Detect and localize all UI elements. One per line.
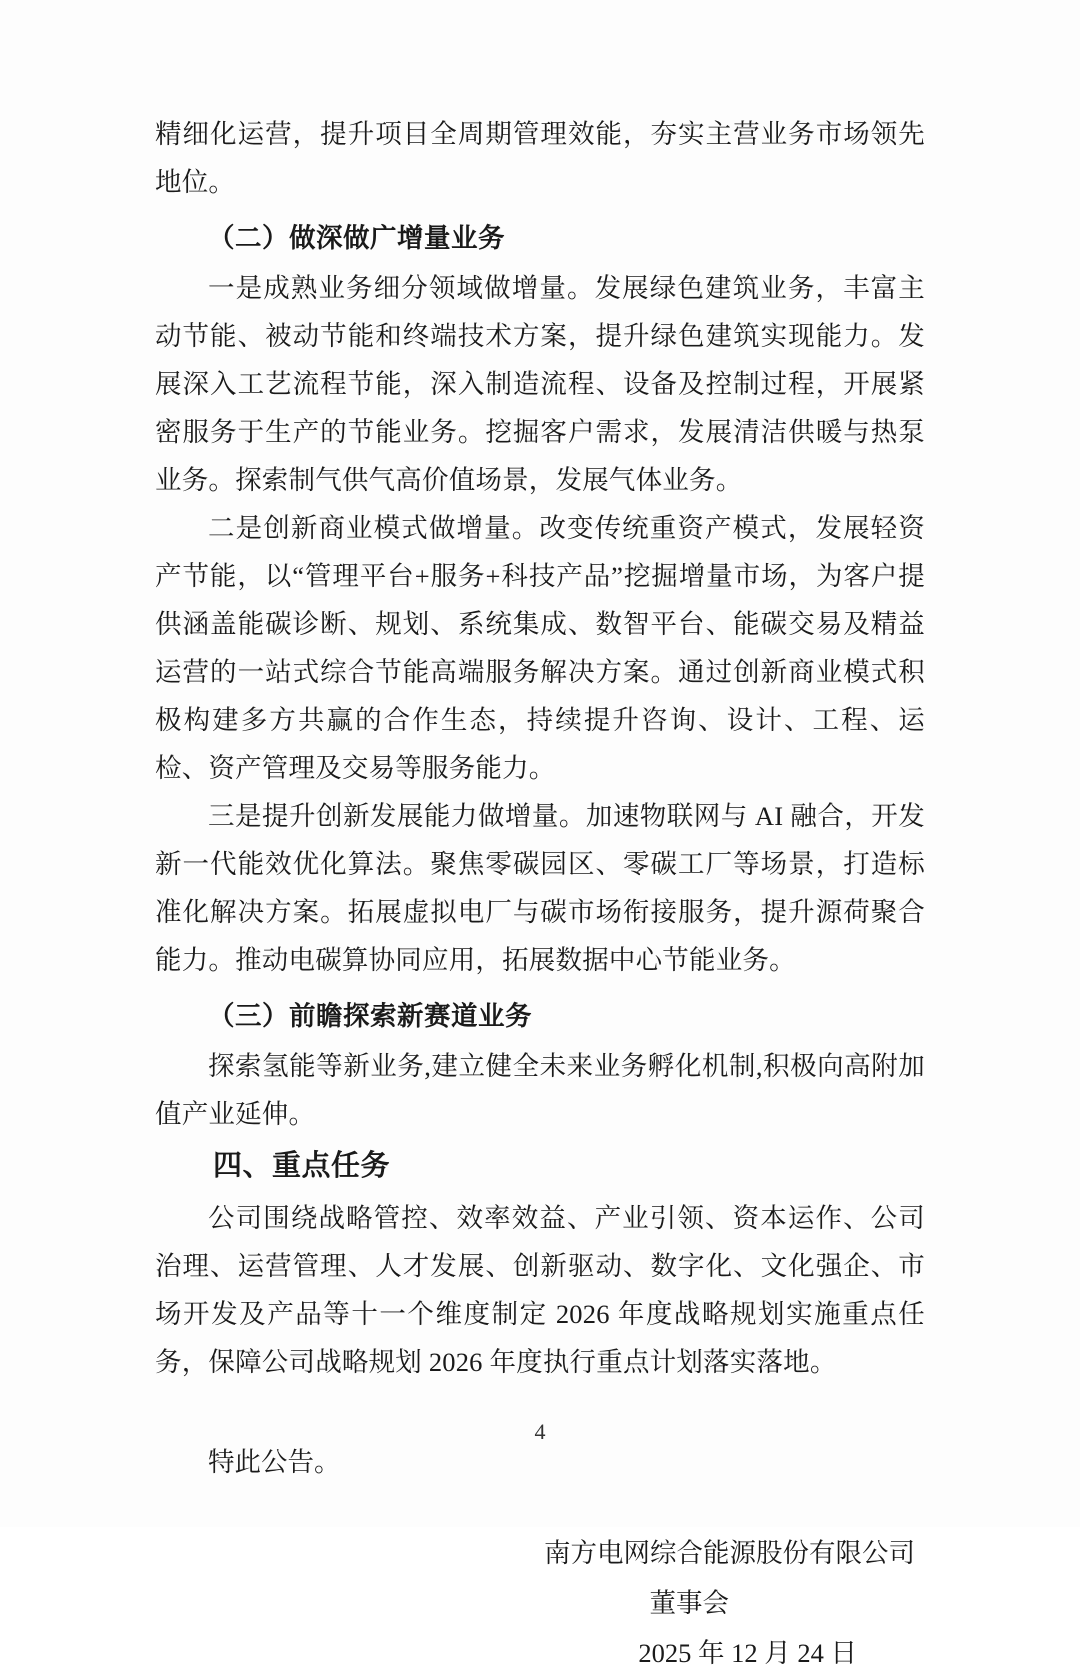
signature-organ: 董事会 bbox=[649, 1588, 729, 1618]
signature-block bbox=[155, 1528, 925, 1678]
heading-section-three: （三）前瞻探索新赛道业务 bbox=[208, 1001, 532, 1031]
page-number: 4 bbox=[534, 1419, 546, 1444]
paragraph-item-three: 三是提升创新发展能力做增量。加速物联网与 AI 融合，开发新一代能效优化算法。聚焦零碳园区、零碳工厂等场景，打造标准化解决方案。拓展虚拟电厂与碳市场衔接服务，提升源荷聚合能力。推动电碳算协同应用，拓展数据中心节能业务。 bbox=[155, 801, 925, 975]
signature-company: 南方电网综合能源股份有限公司 bbox=[544, 1538, 915, 1568]
paragraph-item-four: 探索氢能等新业务,建立健全未来业务孵化机制,积极向高附加值产业延伸。 bbox=[155, 1051, 925, 1129]
signature-date: 2025 年 12 月 24 日 bbox=[638, 1638, 857, 1668]
heading-section-two: （二）做深做广增量业务 bbox=[208, 223, 505, 253]
closing-statement: 特此公告。 bbox=[208, 1447, 341, 1477]
heading-section-four: 四、重点任务 bbox=[213, 1150, 391, 1182]
paragraph-item-two: 二是创新商业模式做增量。改变传统重资产模式，发展轻资产节能，以“管理平台+服务+科技产品”挖掘增量市场，为客户提供涵盖能碳诊断、规划、系统集成、数智平台、能碳交易及精益运营的一站式综合节能高端服务解决方案。通过创新商业模式积极构建多方共赢的合作生态，持续提升咨询、设计、工程、运检、资产管理及交易等服务能力。 bbox=[155, 513, 925, 783]
paragraph-item-one: 一是成熟业务细分领域做增量。发展绿色建筑业务，丰富主动节能、被动节能和终端技术方案，提升绿色建筑实现能力。发展深入工艺流程节能，深入制造流程、设备及控制过程，开展紧密服务于生产的节能业务。挖掘客户需求，发展清洁供暖与热泵业务。探索制气供气高价值场景，发展气体业务。 bbox=[155, 273, 925, 495]
paragraph-continuation: 精细化运营，提升项目全周期管理效能，夯实主营业务市场领先地位。 bbox=[155, 119, 925, 197]
paragraph-item-five: 公司围绕战略管控、效率效益、产业引领、资本运作、公司治理、运营管理、人才发展、创新驱动、数字化、文化强企、市场开发及产品等十一个维度制定 2026 年度战略规划实施重点任务，保障公司战略规划 2026 年度执行重点计划落实落地。 bbox=[155, 1203, 925, 1377]
